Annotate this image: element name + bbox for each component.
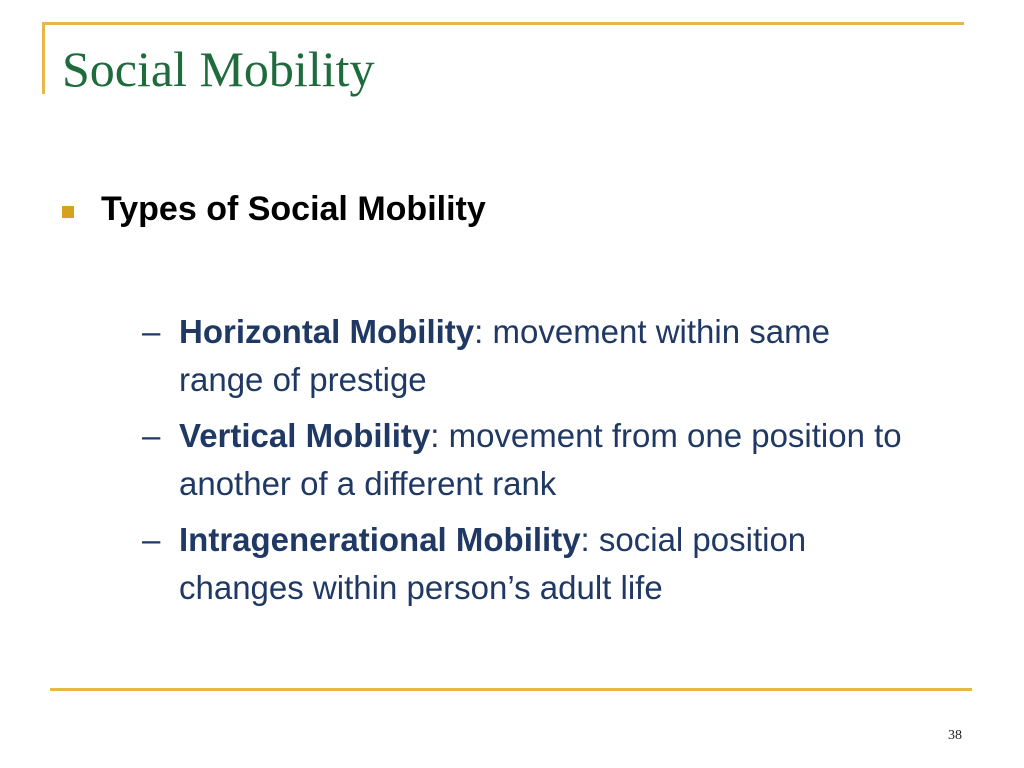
bottom-accent-line [50,688,972,691]
dash-marker: – [142,417,161,454]
sub-item-vertical-mobility [142,412,922,508]
bullet-types-of-social-mobility [62,190,962,229]
left-accent-line [42,22,45,94]
term-label: Horizontal Mobility [179,313,475,350]
top-accent-line [42,22,964,25]
bullet-text: Types of Social Mobility [101,190,486,228]
page-number: 38 [948,728,962,743]
term-label: Intragenerational Mobility [179,521,581,558]
term-description: : social position changes within person’s adult life [179,521,807,606]
square-bullet-icon [62,206,74,218]
sub-item-intragenerational-mobility [142,516,922,612]
sub-bullet-list [142,308,922,620]
term-description: : movement from one position to another of a different rank [179,417,902,502]
term-description: : movement within same range of prestige [179,313,830,398]
term-label: Vertical Mobility [179,417,431,454]
dash-marker: – [142,521,161,558]
dash-marker: – [142,313,161,350]
sub-item-horizontal-mobility [142,308,922,404]
slide-title: Social Mobility [62,41,375,97]
